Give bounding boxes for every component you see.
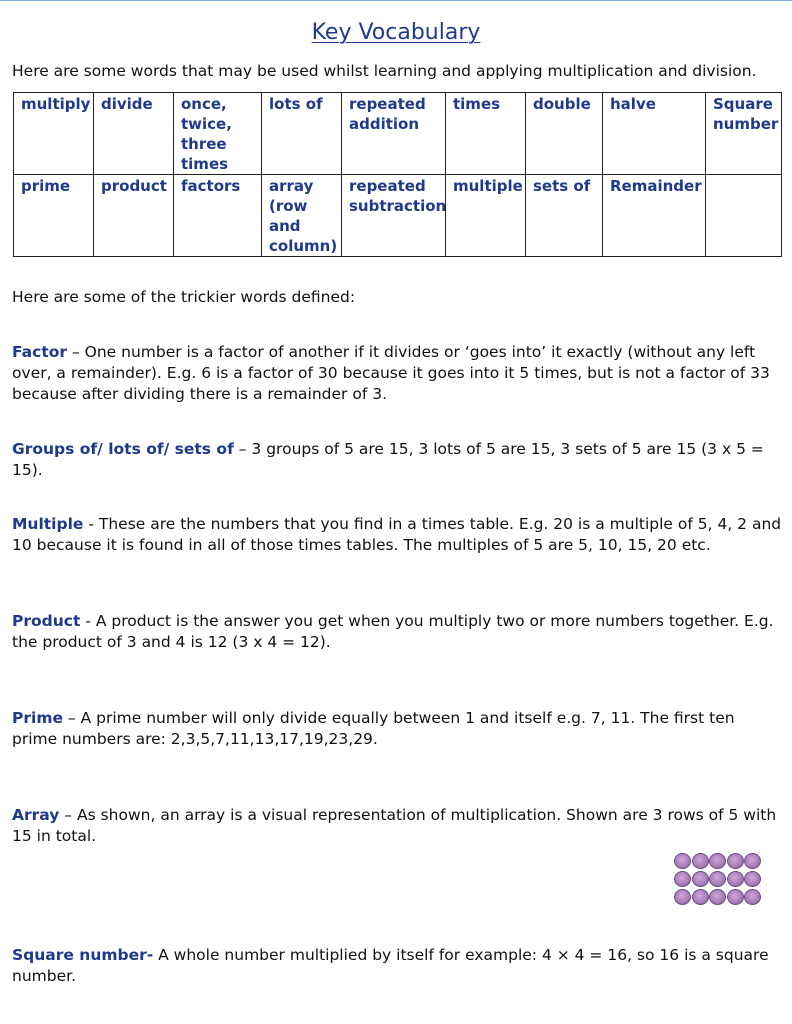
- table-cell: Square number: [706, 93, 782, 175]
- table-row: [14, 93, 782, 175]
- table-cell: factors: [174, 175, 262, 257]
- table-cell: multiple: [446, 175, 526, 257]
- array-counter: [709, 871, 726, 887]
- definition-term: Square number-: [12, 946, 154, 964]
- definition-term: Groups of/ lots of/ sets of: [12, 440, 234, 458]
- definition-text: - These are the numbers that you find in a times table. E.g. 20 is a multiple of 5, 4, 2 and 10 because it is found in all of those times tables. The multiples of 5 are 5, 10, 15, 20 etc.: [12, 515, 782, 554]
- definition-product: [12, 611, 782, 653]
- array-counter: [744, 853, 761, 869]
- table-cell: prime: [14, 175, 94, 257]
- array-counter: [709, 853, 726, 869]
- definition-term: Prime: [12, 709, 63, 727]
- definition-square-number: [12, 945, 782, 987]
- table-cell: lots of: [262, 93, 342, 175]
- definition-text: – One number is a factor of another if it divides or ‘goes into’ it exactly (without any left over, a remainder). E.g. 6 is a factor of 30 because it goes into it 5 times, but is not a factor of 33 because after dividing there is a remainder of 3.: [12, 343, 770, 403]
- vocabulary-table: [13, 92, 782, 257]
- table-cell: once, twice, three times: [174, 93, 262, 175]
- definition-factor: [12, 342, 782, 405]
- table-cell: divide: [94, 93, 174, 175]
- array-counter: [674, 889, 691, 905]
- array-counter: [727, 853, 744, 869]
- array-counter: [674, 871, 691, 887]
- array-counter: [727, 871, 744, 887]
- table-cell: Remainder: [603, 175, 706, 257]
- definition-term: Array: [12, 806, 60, 824]
- table-cell: array (row and column): [262, 175, 342, 257]
- array-counter: [692, 889, 709, 905]
- table-cell: multiply: [14, 93, 94, 175]
- definition-text: – As shown, an array is a visual representation of multiplication. Shown are 3 rows of 5 with 15 in total.: [12, 806, 777, 845]
- section-heading: Here are some of the trickier words defined:: [12, 288, 356, 306]
- top-rule: [0, 0, 792, 1]
- definition-term: Factor: [12, 343, 68, 361]
- definition-groups: [12, 439, 782, 481]
- definition-text: A whole number multiplied by itself for example: 4 × 4 = 16, so 16 is a square number.: [12, 946, 769, 985]
- table-cell: times: [446, 93, 526, 175]
- array-counter: [744, 889, 761, 905]
- table-cell: repeated addition: [342, 93, 446, 175]
- array-illustration: [674, 853, 764, 909]
- table-cell: repeated subtraction: [342, 175, 446, 257]
- definition-text: - A product is the answer you get when you multiply two or more numbers together. E.g. the product of 3 and 4 is 12 (3 x 4 = 12).: [12, 612, 774, 651]
- array-counter: [744, 871, 761, 887]
- table-cell: product: [94, 175, 174, 257]
- definition-term: Multiple: [12, 515, 84, 533]
- definition-multiple: [12, 514, 782, 556]
- table-cell: [706, 175, 782, 257]
- table-cell: double: [526, 93, 603, 175]
- definition-text: – A prime number will only divide equally between 1 and itself e.g. 7, 11. The first ten prime numbers are: 2,3,5,7,11,13,17,19,23,29.: [12, 709, 735, 748]
- definition-array: [12, 805, 782, 847]
- table-cell: sets of: [526, 175, 603, 257]
- definition-term: Product: [12, 612, 81, 630]
- definition-text: – 3 groups of 5 are 15, 3 lots of 5 are 15, 3 sets of 5 are 15 (3 x 5 = 15).: [12, 440, 764, 479]
- array-counter: [674, 853, 691, 869]
- table-row: [14, 175, 782, 257]
- page-title: Key Vocabulary: [311, 20, 481, 45]
- array-counter: [692, 853, 709, 869]
- definition-prime: [12, 708, 782, 750]
- table-cell: halve: [603, 93, 706, 175]
- array-counter: [692, 871, 709, 887]
- array-counter: [727, 889, 744, 905]
- array-counter: [709, 889, 726, 905]
- intro-text: Here are some words that may be used whilst learning and applying multiplication and division.: [12, 62, 757, 80]
